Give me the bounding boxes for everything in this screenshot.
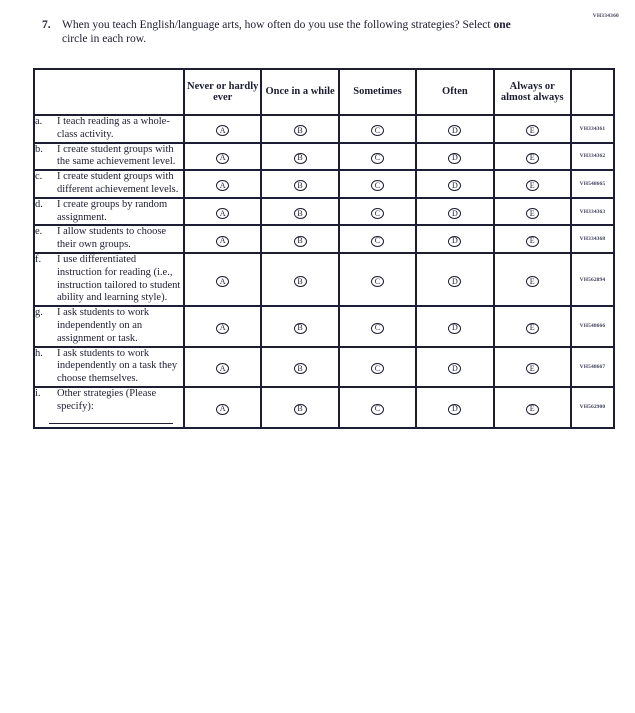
table-row-f (34, 253, 614, 306)
option-cell (339, 347, 416, 387)
answer-circle-i-d[interactable]: D (448, 404, 461, 415)
option-cell (184, 170, 261, 198)
option-cell (339, 198, 416, 226)
option-cell (184, 347, 261, 387)
answer-circle-g-d[interactable]: D (448, 323, 461, 334)
row-code: VH334362 (571, 143, 614, 171)
answer-circle-e-b[interactable]: B (294, 236, 307, 247)
answer-circle-e-e[interactable]: E (526, 236, 539, 247)
row-code: VH334363 (571, 198, 614, 226)
answer-circle-h-e[interactable]: E (526, 363, 539, 374)
answer-circle-a-c[interactable]: C (371, 125, 384, 136)
answer-circle-h-b[interactable]: B (294, 363, 307, 374)
option-cell (416, 387, 493, 428)
row-statement: I ask students to work independently on a task they choose themselves. (57, 347, 178, 385)
answer-circle-g-a[interactable]: A (216, 323, 229, 334)
option-cell (339, 225, 416, 253)
answer-circle-e-c[interactable]: C (371, 236, 384, 247)
answer-circle-b-a[interactable]: A (216, 153, 229, 164)
answer-circle-i-c[interactable]: C (371, 404, 384, 415)
answer-circle-b-e[interactable]: E (526, 153, 539, 164)
column-header-0: Never or hardly ever (184, 69, 261, 115)
option-cell (416, 115, 493, 143)
row-stem (34, 306, 184, 346)
option-cell (416, 306, 493, 346)
answer-circle-a-e[interactable]: E (526, 125, 539, 136)
option-cell (416, 253, 493, 306)
option-cell (261, 143, 338, 171)
option-cell (184, 225, 261, 253)
option-cell (494, 306, 571, 346)
table-row-i (34, 387, 614, 428)
row-letter: f. (35, 253, 42, 265)
option-cell (494, 347, 571, 387)
row-code: VH334368 (571, 225, 614, 253)
row-letter: c. (35, 171, 43, 183)
header-row (34, 69, 614, 115)
answer-circle-i-a[interactable]: A (216, 404, 229, 415)
answer-circle-h-c[interactable]: C (371, 363, 384, 374)
question-text-part1: When you teach English/language arts, how often do you use the following strategies? Select (62, 19, 494, 31)
option-cell (494, 170, 571, 198)
write-in-line[interactable] (49, 423, 173, 424)
table-row-h (34, 347, 614, 387)
answer-circle-c-a[interactable]: A (216, 180, 229, 191)
row-code: VH562894 (571, 253, 614, 306)
row-stem (34, 143, 184, 171)
row-letter: i. (35, 387, 41, 399)
row-statement: Other strategies (Please specify): (57, 387, 157, 412)
row-letter: b. (35, 143, 43, 155)
row-stem (34, 387, 184, 428)
answer-circle-c-e[interactable]: E (526, 180, 539, 191)
answer-circle-a-a[interactable]: A (216, 125, 229, 136)
option-cell (261, 347, 338, 387)
row-stem (34, 198, 184, 226)
answer-circle-b-d[interactable]: D (448, 153, 461, 164)
answer-circle-d-e[interactable]: E (526, 208, 539, 219)
table-row-d (34, 198, 614, 226)
corner-header-cell (34, 69, 184, 115)
option-cell (416, 347, 493, 387)
question-text-part2: circle in each row. (62, 33, 147, 45)
answer-circle-g-c[interactable]: C (371, 323, 384, 334)
option-cell (184, 387, 261, 428)
answer-circle-e-d[interactable]: D (448, 236, 461, 247)
table-row-e (34, 225, 614, 253)
answer-circle-b-c[interactable]: C (371, 153, 384, 164)
row-statement: I teach reading as a whole-class activity. (57, 116, 170, 140)
row-code: VH548666 (571, 306, 614, 346)
response-grid-table (33, 68, 615, 429)
option-cell (184, 143, 261, 171)
option-cell (494, 115, 571, 143)
option-cell (416, 225, 493, 253)
page-accession-code: VH334360 (592, 13, 619, 19)
row-statement: I ask students to work independently on an assignment or task. (57, 307, 150, 344)
option-cell (339, 115, 416, 143)
option-cell (339, 253, 416, 306)
question-number: 7. (42, 19, 51, 31)
answer-circle-g-e[interactable]: E (526, 323, 539, 334)
code-column-header-cell (571, 69, 614, 115)
response-grid-wrap (33, 68, 615, 429)
option-cell (339, 306, 416, 346)
row-code: VH548665 (571, 170, 614, 198)
row-letter: h. (35, 347, 43, 359)
table-row-c (34, 170, 614, 198)
row-statement: I create student groups with the same achievement level. (57, 143, 176, 168)
row-stem (34, 253, 184, 306)
answer-circle-b-b[interactable]: B (294, 153, 307, 164)
table-row-b (34, 143, 614, 171)
row-letter: g. (35, 307, 43, 319)
option-cell (494, 387, 571, 428)
row-stem (34, 225, 184, 253)
answer-circle-d-d[interactable]: D (448, 208, 461, 219)
row-code: VH562900 (571, 387, 614, 428)
column-header-1: Once in a while (261, 69, 338, 115)
answer-circle-h-d[interactable]: D (448, 363, 461, 374)
table-row-g (34, 306, 614, 346)
answer-circle-e-a[interactable]: A (216, 236, 229, 247)
answer-circle-c-b[interactable]: B (294, 180, 307, 191)
column-header-3: Often (416, 69, 493, 115)
row-stem (34, 347, 184, 387)
row-statement: I use differentiated instruction for reading (i.e., instruction tailored to student ability and learning style). (57, 253, 181, 304)
row-statement: I allow students to choose their own groups. (57, 226, 167, 251)
row-stem (34, 115, 184, 143)
answer-circle-d-c[interactable]: C (371, 208, 384, 219)
answer-circle-f-a[interactable]: A (216, 276, 229, 287)
question-block (42, 18, 512, 46)
answer-circle-f-e[interactable]: E (526, 276, 539, 287)
option-cell (184, 306, 261, 346)
option-cell (184, 115, 261, 143)
option-cell (339, 387, 416, 428)
answer-circle-i-e[interactable]: E (526, 404, 539, 415)
question-text (62, 18, 512, 46)
column-header-4: Always or almost always (494, 69, 571, 115)
table-row-a (34, 115, 614, 143)
option-cell (261, 115, 338, 143)
answer-circle-c-c[interactable]: C (371, 180, 384, 191)
option-cell (494, 225, 571, 253)
answer-circle-f-d[interactable]: D (448, 276, 461, 287)
option-cell (261, 306, 338, 346)
option-cell (339, 143, 416, 171)
column-header-2: Sometimes (339, 69, 416, 115)
option-cell (261, 253, 338, 306)
row-code: VH548667 (571, 347, 614, 387)
answer-circle-g-b[interactable]: B (294, 323, 307, 334)
option-cell (494, 198, 571, 226)
option-cell (261, 170, 338, 198)
option-cell (494, 143, 571, 171)
answer-circle-a-d[interactable]: D (448, 125, 461, 136)
option-cell (184, 198, 261, 226)
option-cell (261, 387, 338, 428)
answer-circle-f-b[interactable]: B (294, 276, 307, 287)
option-cell (416, 170, 493, 198)
row-statement: I create groups by random assignment. (57, 198, 168, 223)
row-statement: I create student groups with different achievement levels. (57, 171, 179, 195)
option-cell (416, 143, 493, 171)
row-letter: d. (35, 198, 43, 210)
option-cell (261, 198, 338, 226)
answer-circle-c-d[interactable]: D (448, 180, 461, 191)
option-cell (494, 253, 571, 306)
option-cell (416, 198, 493, 226)
row-stem (34, 170, 184, 198)
option-cell (261, 225, 338, 253)
answer-circle-f-c[interactable]: C (371, 276, 384, 287)
answer-circle-i-b[interactable]: B (294, 404, 307, 415)
answer-circle-d-b[interactable]: B (294, 208, 307, 219)
row-letter: e. (35, 226, 43, 238)
question-text-bold-word: one (493, 19, 511, 31)
option-cell (184, 253, 261, 306)
answer-circle-a-b[interactable]: B (294, 125, 307, 136)
row-letter: a. (35, 116, 43, 127)
answer-circle-h-a[interactable]: A (216, 363, 229, 374)
option-cell (339, 170, 416, 198)
answer-circle-d-a[interactable]: A (216, 208, 229, 219)
row-code: VH334361 (571, 115, 614, 143)
